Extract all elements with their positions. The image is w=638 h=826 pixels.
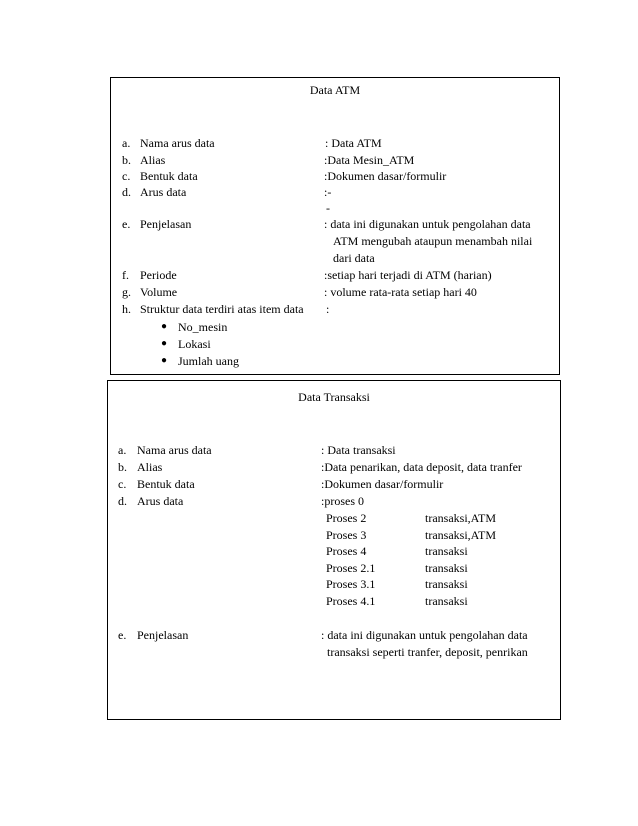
row-label: Alias bbox=[140, 153, 166, 167]
flow-data: transaksi,ATM bbox=[425, 511, 496, 525]
row-value: - bbox=[326, 201, 330, 215]
row-letter: g. bbox=[122, 285, 131, 299]
flow-proses: Proses 2 bbox=[326, 511, 367, 525]
row-letter: d. bbox=[122, 185, 131, 199]
flow-data: transaksi bbox=[425, 594, 468, 608]
row-letter: a. bbox=[118, 443, 127, 457]
row-label: Struktur data terdiri atas item data bbox=[140, 302, 304, 316]
bullet-icon: ● bbox=[161, 355, 168, 366]
row-value: : data ini digunakan untuk pengolahan data bbox=[324, 217, 531, 231]
row-letter: e. bbox=[122, 217, 131, 231]
row-label: Penjelasan bbox=[137, 628, 189, 642]
list-item: Lokasi bbox=[178, 337, 211, 351]
row-value-cont: ATM mengubah ataupun menambah nilai bbox=[333, 234, 533, 248]
row-value-cont: dari data bbox=[333, 251, 375, 265]
row-label: Nama arus data bbox=[140, 136, 215, 150]
data-atm-title: Data ATM bbox=[309, 83, 361, 97]
bullet-icon: ● bbox=[161, 321, 168, 332]
row-letter: b. bbox=[118, 460, 127, 474]
row-label: Alias bbox=[137, 460, 163, 474]
row-value: :Data Mesin_ATM bbox=[324, 153, 415, 167]
row-letter: a. bbox=[122, 136, 131, 150]
row-label: Penjelasan bbox=[140, 217, 192, 231]
row-label: Nama arus data bbox=[137, 443, 212, 457]
row-letter: h. bbox=[122, 302, 131, 316]
row-value: :Data penarikan, data deposit, data tranfer bbox=[321, 460, 522, 474]
row-value: :setiap hari terjadi di ATM (harian) bbox=[324, 268, 492, 282]
row-label: Arus data bbox=[137, 494, 184, 508]
row-letter: d. bbox=[118, 494, 127, 508]
row-value: : Data transaksi bbox=[321, 443, 396, 457]
row-value: :- bbox=[324, 185, 332, 199]
row-letter: c. bbox=[118, 477, 127, 491]
data-transaksi-box bbox=[107, 380, 561, 720]
row-value: : bbox=[326, 302, 330, 316]
row-value: : Data ATM bbox=[325, 136, 382, 150]
row-label: Bentuk data bbox=[140, 169, 198, 183]
row-label: Arus data bbox=[140, 185, 187, 199]
row-value: :Dokumen dasar/formulir bbox=[324, 169, 447, 183]
row-label: Periode bbox=[140, 268, 177, 282]
row-label: Bentuk data bbox=[137, 477, 195, 491]
data-transaksi-title: Data Transaksi bbox=[298, 390, 370, 404]
row-letter: b. bbox=[122, 153, 131, 167]
flow-proses: Proses 3 bbox=[326, 528, 367, 542]
list-item: No_mesin bbox=[178, 320, 228, 334]
flow-proses: Proses 4 bbox=[326, 544, 367, 558]
flow-proses: Proses 4.1 bbox=[326, 594, 376, 608]
row-letter: c. bbox=[122, 169, 131, 183]
data-atm-box bbox=[110, 77, 560, 375]
row-value: : data ini digunakan untuk pengolahan data bbox=[321, 628, 528, 642]
list-item: Jumlah uang bbox=[178, 354, 239, 368]
flow-proses: Proses 2.1 bbox=[326, 561, 376, 575]
row-label: Volume bbox=[140, 285, 178, 299]
flow-proses: Proses 3.1 bbox=[326, 577, 376, 591]
flow-data: transaksi,ATM bbox=[425, 528, 496, 542]
row-value: :proses 0 bbox=[321, 494, 364, 508]
flow-data: transaksi bbox=[425, 577, 468, 591]
flow-data: transaksi bbox=[425, 561, 468, 575]
flow-data: transaksi bbox=[425, 544, 468, 558]
row-value: :Dokumen dasar/formulir bbox=[321, 477, 444, 491]
bullet-icon: ● bbox=[161, 338, 168, 349]
row-value: : volume rata-rata setiap hari 40 bbox=[324, 285, 477, 299]
row-letter: e. bbox=[118, 628, 127, 642]
row-letter: f. bbox=[122, 268, 129, 282]
row-value-cont: transaksi seperti tranfer, deposit, penrikan bbox=[327, 645, 528, 659]
